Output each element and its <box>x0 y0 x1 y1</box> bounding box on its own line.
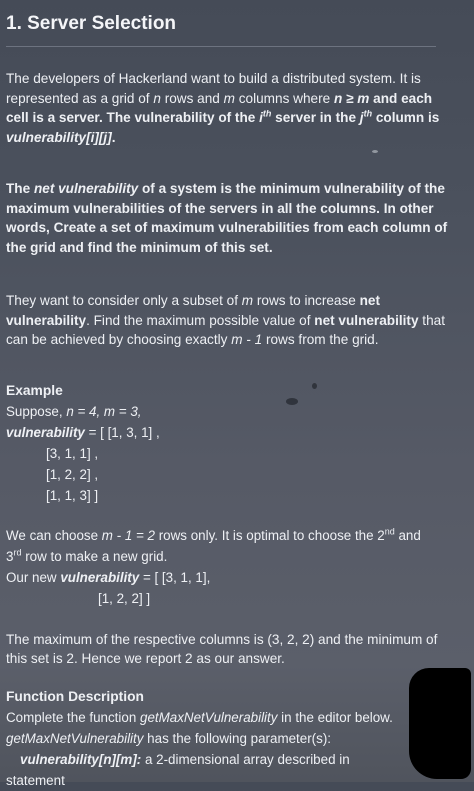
parameter-name: vulnerability[n][m]: <box>20 751 142 767</box>
example-suppose <box>6 401 466 422</box>
intro-paragraph <box>6 69 456 147</box>
redaction-mark <box>409 668 471 779</box>
superscript: nd <box>384 526 395 537</box>
function-name: getMaxNetVulnerability <box>6 730 144 746</box>
parameter-desc: a 2-dimensional array described in <box>141 751 350 767</box>
example-section <box>6 381 466 669</box>
vulnerability-term: vulnerability[i][j] <box>6 129 112 145</box>
example-text: Our new <box>6 569 61 585</box>
task-text: They want to consider only a subset of <box>6 293 242 308</box>
example-text: and <box>394 527 421 543</box>
example-heading: Example <box>6 382 63 398</box>
page-title: 1. Server Selection <box>6 13 177 34</box>
task-text: rows to increase <box>253 293 360 308</box>
example-choose <box>6 525 466 546</box>
example-text: row to make a new grid. <box>21 548 168 564</box>
function-text: in the editor below. <box>277 709 393 725</box>
net-vulnerability-term: net vulnerability <box>314 312 419 328</box>
matrix-row-text: = [ [1, 3, 1] , <box>84 424 160 440</box>
example-matrix-row: [3, 1, 1] , <box>46 445 99 461</box>
example-new-grid-row: [1, 2, 2] ] <box>98 590 151 606</box>
example-text: rows only. It is optimal to choose the 2 <box>155 527 385 543</box>
function-heading: Function Description <box>6 688 144 704</box>
var-n: n <box>153 90 161 106</box>
superscript: th <box>262 108 272 119</box>
var-m: m <box>241 293 254 308</box>
intro-text-bold: and each cell is a server. The vulnerability of the <box>6 90 433 125</box>
task-paragraph <box>6 291 456 350</box>
definition-text: The <box>6 181 34 196</box>
example-result: The maximum of the respective columns is (3, 2, 2) and the minimum of this set is 2. Hence we report 2 as our answer. <box>6 631 438 666</box>
function-line: statement <box>6 772 65 788</box>
vulnerability-term: vulnerability <box>6 424 85 440</box>
task-text: . Find the maximum possible value of <box>86 312 315 328</box>
title-divider <box>6 46 436 47</box>
matrix-row-text: = [ [3, 1, 1], <box>139 569 211 585</box>
intro-text: The developers of Hackerland want to build a distributed system. It is represented as a grid of <box>6 71 421 106</box>
function-text: Complete the function <box>6 709 140 725</box>
example-text: We can choose <box>6 527 102 543</box>
intro-text: columns where <box>234 90 334 106</box>
example-matrix-row: [1, 1, 3] ] <box>46 487 99 503</box>
superscript: th <box>363 108 373 119</box>
example-text: Suppose, <box>6 403 67 419</box>
task-text: rows from the grid. <box>262 332 379 347</box>
definition-paragraph <box>6 179 456 257</box>
task-text: that can be achieved by choosing exactly <box>6 312 445 347</box>
definition-text: of a system is the minimum vulnerability of the maximum vulnerabilities of the servers in all the columns. In other words, Create a set of maximum vulnerabilities from each column of the grid and find the minimum of this set. <box>6 181 448 255</box>
example-new-grid <box>6 567 466 588</box>
var-j: j <box>359 110 364 125</box>
function-line <box>6 728 466 749</box>
superscript: rd <box>13 547 22 558</box>
smudge <box>312 383 317 389</box>
constraint: n ≥ m <box>333 90 370 106</box>
intro-text-bold: column is <box>372 110 440 125</box>
function-text: has the following parameter(s): <box>143 730 332 746</box>
smudge <box>372 150 378 153</box>
var-m-minus-1: m - 1 = 2 <box>101 527 155 543</box>
function-name: getMaxNetVulnerability <box>140 709 278 725</box>
example-nm: n = 4, m = 3, <box>66 403 142 419</box>
example-choose-cont <box>6 546 466 567</box>
net-vulnerability-term: net vulnerability <box>33 181 139 196</box>
smudge <box>286 398 298 405</box>
example-matrix-row: [1, 2, 2] , <box>46 466 99 482</box>
intro-text-bold: server in the <box>271 110 360 125</box>
parameter-line <box>6 749 466 770</box>
function-line <box>6 707 466 728</box>
var-m-minus-1: m - 1 <box>231 332 263 347</box>
vulnerability-term: vulnerability <box>60 569 140 585</box>
intro-text: rows and <box>160 90 224 106</box>
example-text: 3 <box>6 548 14 564</box>
net-vulnerability-term: net vulnerability <box>6 293 381 328</box>
function-description <box>6 687 466 791</box>
example-matrix-row <box>6 422 466 443</box>
var-m: m <box>223 90 235 106</box>
var-i: i <box>259 110 263 125</box>
intro-text-bold: . <box>111 129 116 145</box>
